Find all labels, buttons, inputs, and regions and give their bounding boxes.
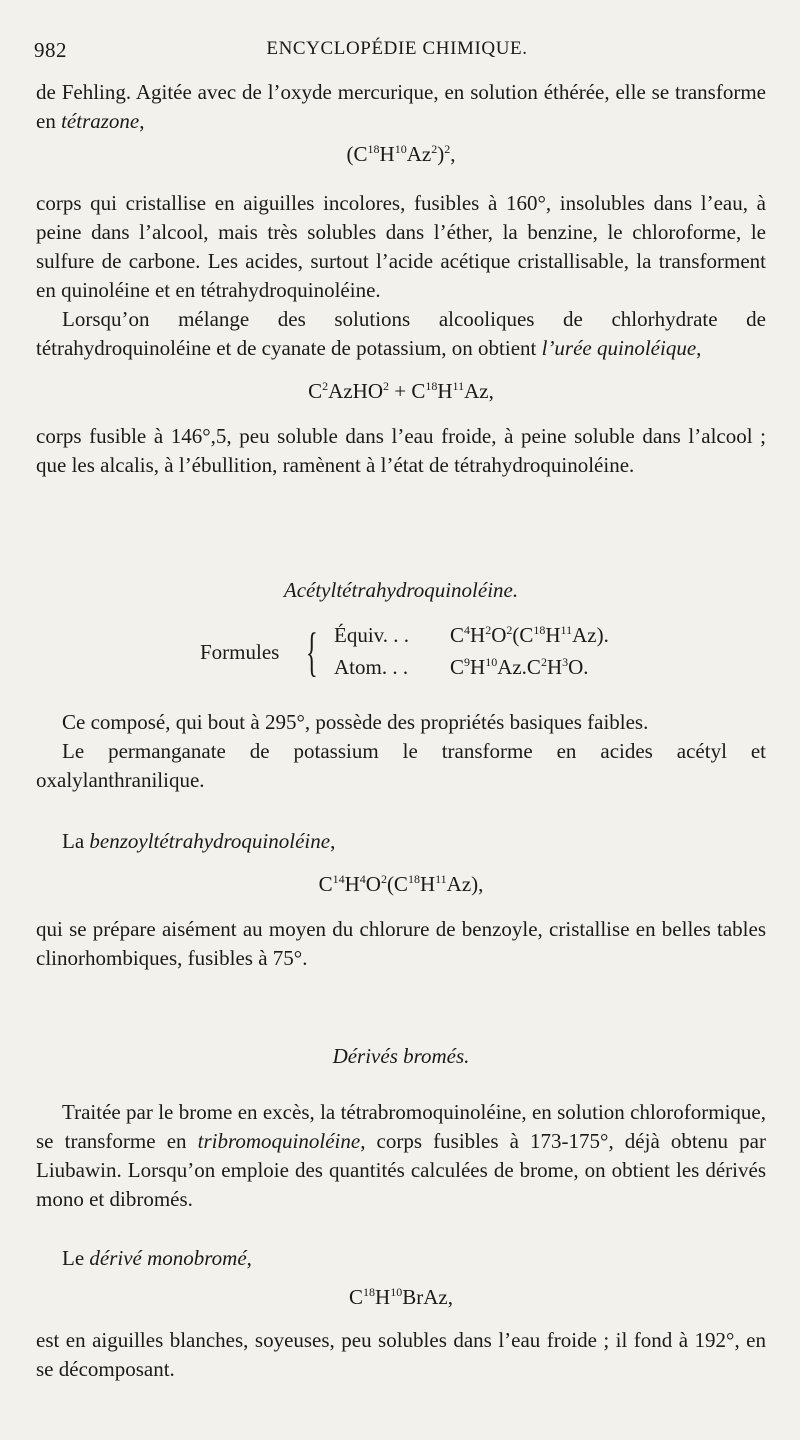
paragraph-6: Le permanganate de potassium le transforme en acides acétyl et oxalylanthranilique.	[36, 739, 766, 792]
paragraph-2: corps qui cristallise en aiguilles incolores, fusibles à 160°, insolubles dans l’eau, à peine dans l’alcool, mais très solubles dans l’éther, la benzine, le chloroforme, le sulfure de carbone. Les acides, surtout l’acide acétique cristallisable, la transforment en quinoléine et en tétrahydroquinoléine.	[36, 191, 766, 302]
paragraph-11: est en aiguilles blanches, soyeuses, peu solubles dans l’eau froide ; il fond à 192°, en se décomposant.	[36, 1328, 766, 1381]
formulas-table	[200, 623, 640, 685]
term-benzoyl: benzoyltétrahydroquinoléine	[89, 829, 331, 853]
paragraph-9: Traitée par le brome en excès, la tétrabromoquinoléine, en solution chloroformique, se transforme en tribromoquinoléine, corps fusibles à 173-175°, déjà obtenu par Liubawin. Lorsqu’on emploie des quantités calculées de brome, on obtient les dérivés mono et dibromés.	[36, 1100, 766, 1211]
section-heading-acetyl: Acétyltétrahydroquinoléine.	[283, 578, 519, 602]
page-number: 982	[34, 38, 67, 62]
equiv-label: Équiv. . .	[334, 623, 410, 647]
formulas-label: Formules	[200, 640, 280, 664]
formula-uree: $C^2AzHO^2 + C^{18}H^{11}Az$,	[308, 379, 494, 403]
paragraph-4: corps fusible à 146°,5, peu soluble dans l’eau froide, à peine soluble dans l’alcool ; que les alcalis, à l’ébullition, ramènent à l’état de tétrahydroquinoléine.	[36, 424, 766, 477]
running-title: ENCYCLOPÉDIE CHIMIQUE.	[266, 38, 528, 59]
formula-tetrazone: $(C^{18}H^{10}Az^2)^2$,	[346, 142, 456, 166]
text-block-2	[36, 708, 766, 973]
term-uree-quinoleique: l’urée quinoléique	[541, 336, 697, 360]
paragraph-10: Le dérivé monobromé,	[62, 1246, 252, 1270]
brace-icon: {	[306, 622, 318, 682]
text-block-1	[36, 78, 766, 480]
paragraph-5: Ce composé, qui bout à 295°, possède des propriétés basiques faibles.	[62, 710, 649, 734]
formula-monobrome: $C^{18}H^{10}BrAz$,	[349, 1285, 453, 1309]
term-tetrazone: tétrazone	[61, 109, 140, 133]
paragraph-8: qui se prépare aisément au moyen du chlorure de benzoyle, cristallise en belles tables clinorhombiques, fusibles à 75°.	[36, 917, 766, 970]
section-heading-bromes: Dérivés bromés.	[332, 1044, 470, 1068]
atom-label: Atom. . .	[334, 655, 409, 679]
text-block-3	[36, 1098, 766, 1384]
paragraph-7: La benzoyltétrahydroquinoléine,	[62, 829, 336, 853]
term-monobrome: dérivé monobromé	[89, 1246, 247, 1270]
paragraph-3: Lorsqu’on mélange des solutions alcooliques de chlorhydrate de tétrahydroquinoléine et de cyanate de potassium, on obtient l’urée quinoléique,	[36, 307, 766, 360]
page-header	[34, 38, 760, 68]
equiv-formula: $C^4H^2O^2(C^{18}H^{11}Az)$.	[450, 623, 609, 647]
term-tribromo: tribromoquinoléine	[197, 1129, 361, 1153]
paragraph-1: de Fehling. Agitée avec de l’oxyde mercurique, en solution éthérée, elle se transforme en tétrazone,	[36, 80, 766, 133]
formula-benzoyl: $C^{14}H^4O^2(C^{18}H^{11}Az)$,	[318, 872, 484, 896]
atom-formula: $C^9H^{10}Az.C^2H^3O$.	[450, 655, 589, 679]
